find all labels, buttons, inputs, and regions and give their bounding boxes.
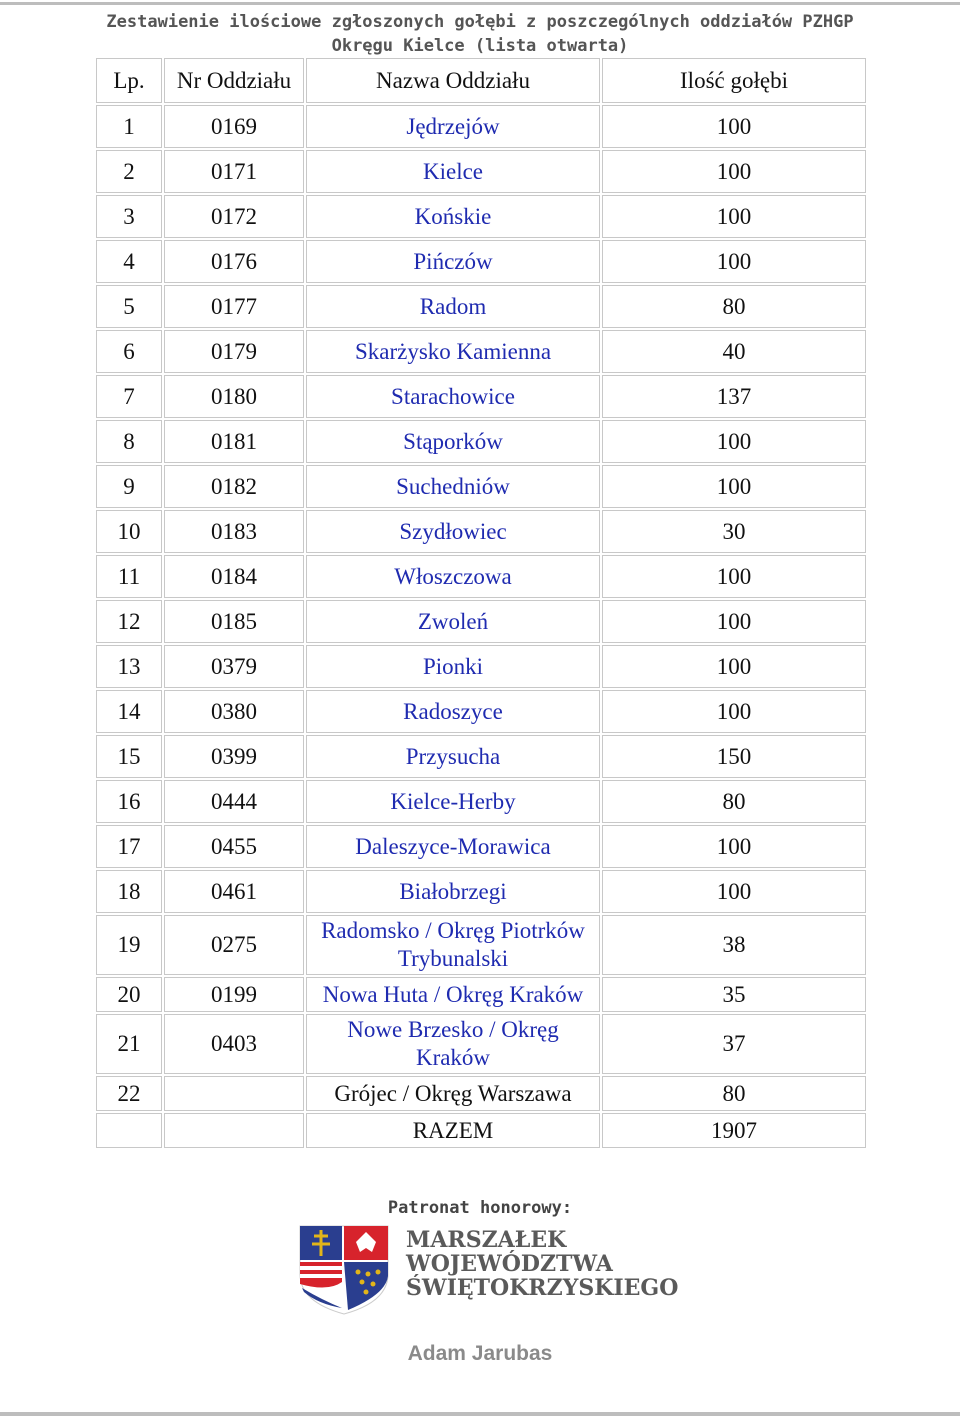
table-row	[96, 735, 866, 778]
count-cell: 40	[602, 330, 866, 373]
name-cell[interactable]: Pińczów	[306, 240, 600, 283]
title-line-1: Zestawienie ilościowe zgłoszonych gołębi z poszczególnych oddziałów PZHGP	[106, 12, 854, 32]
name-cell[interactable]: Zwoleń	[306, 600, 600, 643]
count-cell: 80	[602, 1076, 866, 1111]
count-cell: 100	[602, 645, 866, 688]
count-cell: 80	[602, 285, 866, 328]
name-cell[interactable]: Radomsko / Okręg Piotrków Trybunalski	[306, 915, 600, 975]
name-cell[interactable]: Starachowice	[306, 375, 600, 418]
count-cell: 100	[602, 825, 866, 868]
lp-cell: 7	[96, 375, 162, 418]
count-cell: 37	[602, 1014, 866, 1074]
nr-cell: 0177	[164, 285, 304, 328]
name-cell[interactable]: Włoszczowa	[306, 555, 600, 598]
name-cell[interactable]: Jędrzejów	[306, 105, 600, 148]
name-cell[interactable]: Kielce-Herby	[306, 780, 600, 823]
table-row	[96, 330, 866, 373]
count-cell: 100	[602, 420, 866, 463]
total-value: 1907	[602, 1113, 866, 1148]
nr-cell: 0179	[164, 330, 304, 373]
nr-cell: 0182	[164, 465, 304, 508]
count-cell: 30	[602, 510, 866, 553]
lp-cell: 16	[96, 780, 162, 823]
lp-cell: 8	[96, 420, 162, 463]
logo-line-1: MARSZAŁEK	[406, 1227, 567, 1253]
empty-cell	[164, 1113, 304, 1148]
empty-cell	[96, 1113, 162, 1148]
table-header-row	[96, 58, 866, 103]
header-name: Nazwa Oddziału	[306, 58, 600, 103]
name-cell[interactable]: Pionki	[306, 645, 600, 688]
count-cell: 35	[602, 977, 866, 1012]
name-cell[interactable]: Radoszyce	[306, 690, 600, 733]
table-row	[96, 977, 866, 1012]
nr-cell: 0380	[164, 690, 304, 733]
lp-cell: 13	[96, 645, 162, 688]
name-cell[interactable]: Daleszyce-Morawica	[306, 825, 600, 868]
lp-cell: 5	[96, 285, 162, 328]
count-cell: 100	[602, 195, 866, 238]
count-cell: 100	[602, 150, 866, 193]
lp-cell: 21	[96, 1014, 162, 1074]
nr-cell: 0169	[164, 105, 304, 148]
lp-cell: 19	[96, 915, 162, 975]
table-total-row	[96, 1113, 866, 1148]
title-line-2: Okręgu Kielce (lista otwarta)	[331, 36, 629, 56]
count-cell: 100	[602, 870, 866, 913]
name-cell: Grójec / Okręg Warszawa	[306, 1076, 600, 1111]
top-divider	[0, 2, 960, 5]
table-row	[96, 1076, 866, 1111]
name-cell[interactable]: Stąporków	[306, 420, 600, 463]
table-row	[96, 150, 866, 193]
nr-cell: 0172	[164, 195, 304, 238]
nr-cell: 0461	[164, 870, 304, 913]
table-row	[96, 915, 866, 975]
nr-cell: 0176	[164, 240, 304, 283]
count-cell: 38	[602, 915, 866, 975]
lp-cell: 2	[96, 150, 162, 193]
nr-cell: 0183	[164, 510, 304, 553]
count-cell: 100	[602, 600, 866, 643]
table-row	[96, 465, 866, 508]
patron-label: Patronat honorowy:	[387, 1198, 573, 1218]
count-cell: 150	[602, 735, 866, 778]
table-row	[96, 375, 866, 418]
table-row	[96, 240, 866, 283]
lp-cell: 4	[96, 240, 162, 283]
logo-text	[406, 1227, 679, 1301]
name-cell[interactable]: Białobrzegi	[306, 870, 600, 913]
lp-cell: 3	[96, 195, 162, 238]
table-row	[96, 510, 866, 553]
name-cell[interactable]: Przysucha	[306, 735, 600, 778]
nr-cell: 0184	[164, 555, 304, 598]
lp-cell: 15	[96, 735, 162, 778]
logo-line-2: WOJEWÓDZTWA	[406, 1251, 613, 1277]
table-row	[96, 645, 866, 688]
table-row	[96, 690, 866, 733]
count-cell: 100	[602, 105, 866, 148]
table-row	[96, 600, 866, 643]
lp-cell: 14	[96, 690, 162, 733]
total-label: RAZEM	[306, 1113, 600, 1148]
count-cell: 137	[602, 375, 866, 418]
lp-cell: 10	[96, 510, 162, 553]
table-row	[96, 105, 866, 148]
lp-cell: 22	[96, 1076, 162, 1111]
header-nr: Nr Oddziału	[164, 58, 304, 103]
nr-cell: 0455	[164, 825, 304, 868]
table-row	[96, 285, 866, 328]
table-row	[96, 780, 866, 823]
coat-of-arms-icon	[298, 1222, 394, 1318]
author-name: Adam Jarubas	[407, 1342, 553, 1365]
name-cell[interactable]: Suchedniów	[306, 465, 600, 508]
table-row	[96, 870, 866, 913]
nr-cell	[164, 1076, 304, 1111]
count-cell: 80	[602, 780, 866, 823]
nr-cell: 0399	[164, 735, 304, 778]
logo-line-3: ŚWIĘTOKRZYSKIEGO	[406, 1275, 679, 1301]
count-cell: 100	[602, 555, 866, 598]
name-cell[interactable]: Skarżysko Kamienna	[306, 330, 600, 373]
table-row	[96, 1014, 866, 1074]
name-cell[interactable]: Końskie	[306, 195, 600, 238]
count-cell: 100	[602, 465, 866, 508]
nr-cell: 0444	[164, 780, 304, 823]
table-row	[96, 195, 866, 238]
nr-cell: 0171	[164, 150, 304, 193]
table-row	[96, 825, 866, 868]
table-row	[96, 420, 866, 463]
nr-cell: 0379	[164, 645, 304, 688]
header-lp: Lp.	[96, 58, 162, 103]
table-row	[96, 555, 866, 598]
header-count: Ilość gołębi	[602, 58, 866, 103]
pigeons-table	[94, 56, 868, 1150]
name-cell[interactable]: Nowa Huta / Okręg Kraków	[306, 977, 600, 1012]
name-cell[interactable]: Kielce	[306, 150, 600, 193]
nr-cell: 0403	[164, 1014, 304, 1074]
lp-cell: 1	[96, 105, 162, 148]
bottom-divider	[0, 1412, 960, 1416]
name-cell[interactable]: Radom	[306, 285, 600, 328]
marshal-logo	[298, 1222, 679, 1318]
lp-cell: 6	[96, 330, 162, 373]
document-title	[0, 10, 960, 58]
nr-cell: 0275	[164, 915, 304, 975]
nr-cell: 0181	[164, 420, 304, 463]
lp-cell: 12	[96, 600, 162, 643]
lp-cell: 11	[96, 555, 162, 598]
nr-cell: 0199	[164, 977, 304, 1012]
nr-cell: 0185	[164, 600, 304, 643]
lp-cell: 17	[96, 825, 162, 868]
name-cell[interactable]: Nowe Brzesko / Okręg Kraków	[306, 1014, 600, 1074]
count-cell: 100	[602, 240, 866, 283]
lp-cell: 9	[96, 465, 162, 508]
lp-cell: 18	[96, 870, 162, 913]
count-cell: 100	[602, 690, 866, 733]
name-cell[interactable]: Szydłowiec	[306, 510, 600, 553]
nr-cell: 0180	[164, 375, 304, 418]
lp-cell: 20	[96, 977, 162, 1012]
